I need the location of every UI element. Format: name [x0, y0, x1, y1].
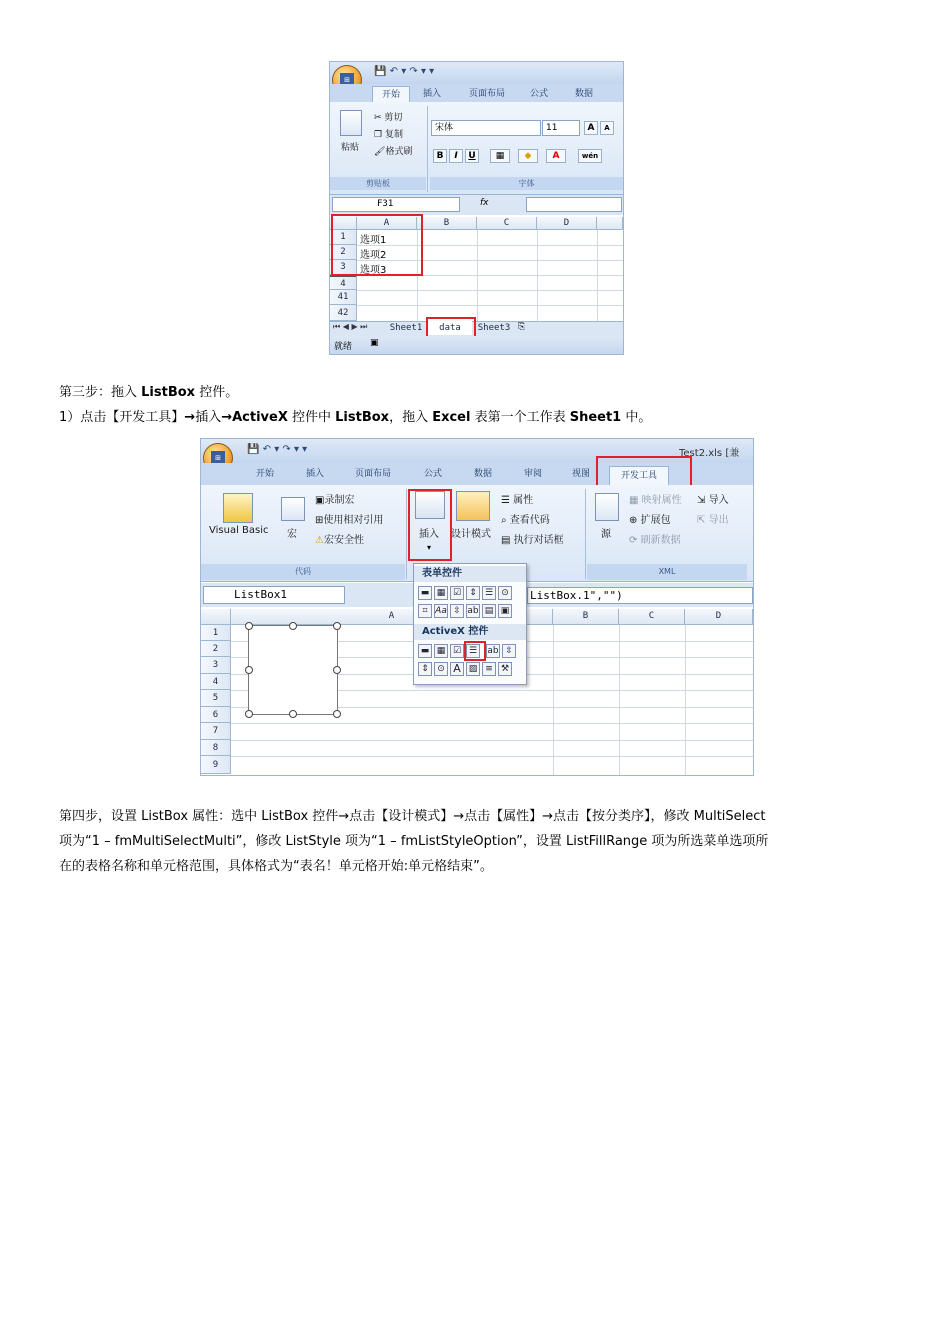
tab-data[interactable]: 数据	[574, 89, 593, 99]
window-title: Test2.xls [兼	[679, 448, 740, 459]
expansion-packs-button[interactable]	[629, 511, 671, 526]
step3-text-d: 控件中	[287, 410, 336, 425]
resize-handle[interactable]	[245, 710, 253, 718]
row-header[interactable]: 41	[330, 290, 357, 305]
sheet-tab-data[interactable]: data	[428, 321, 472, 335]
row-header[interactable]: 3	[201, 657, 231, 674]
macros-icon[interactable]	[281, 497, 305, 521]
gridline	[357, 305, 623, 306]
font-group-label: 字体	[430, 177, 623, 190]
step3-instruction	[59, 405, 651, 431]
step4-line3: 在的表格名称和单元格范围，具体格式为“表名！单元格开始:单元格结束”。	[59, 859, 493, 874]
form-button-icon[interactable]: ▬	[418, 586, 432, 600]
paste-icon[interactable]	[340, 110, 362, 136]
row-header[interactable]: 9	[201, 756, 231, 774]
relative-ref-label: 使用相对引用	[323, 515, 384, 526]
properties-label: 属性	[513, 495, 534, 506]
step3-heading-post: 控件。	[195, 385, 239, 400]
step3-text-j: 中。	[621, 410, 652, 425]
expansion-label: 扩展包	[640, 515, 671, 526]
design-mode-label[interactable]: 设计模式	[451, 529, 491, 540]
visual-basic-icon[interactable]	[223, 493, 253, 523]
resize-handle[interactable]	[289, 622, 297, 630]
step3-text-h: 表第一个工作表	[470, 410, 570, 425]
import-label: 导入	[708, 495, 729, 506]
map-properties-button[interactable]	[629, 491, 682, 506]
row-header[interactable]: 3	[330, 260, 357, 275]
step3-text-i: Sheet1	[569, 410, 622, 425]
cell-a3[interactable]: 选项3	[360, 265, 387, 276]
resize-handle[interactable]	[245, 622, 253, 630]
activex-combo-icon[interactable]: ▦	[434, 644, 448, 658]
row-header[interactable]: 4	[330, 275, 357, 290]
underline-button[interactable]: U	[465, 149, 479, 163]
form-groupbox-icon[interactable]: ⌗	[418, 604, 432, 618]
macro-security-label: 宏安全性	[323, 535, 364, 546]
arrow-icon: →	[221, 410, 233, 425]
gridline	[231, 756, 753, 757]
visual-basic-label[interactable]: Visual Basic	[209, 525, 269, 536]
tab-home[interactable]: 开始	[255, 469, 274, 479]
formula-text: ListBox.1","")	[530, 589, 623, 602]
step3-text-g: Excel	[432, 410, 471, 425]
name-box[interactable]: F31	[332, 197, 460, 212]
warning-icon: ⚠	[315, 535, 324, 546]
form-textfield-icon[interactable]: ab	[467, 606, 479, 616]
row-header[interactable]: 4	[201, 674, 231, 690]
quick-access-toolbar[interactable]: 💾 ↶ ▾ ↷ ▾ ▾	[374, 66, 435, 77]
row-header[interactable]: 1	[330, 230, 357, 245]
view-code-icon: ⌕	[501, 515, 507, 526]
row-header[interactable]: 8	[201, 740, 231, 756]
step4-line1: 第四步，设置 ListBox 属性：选中 ListBox 控件→点击【设计模式】→点击【属性】→点击【按分类序】，修改 MultiSelect	[59, 809, 766, 824]
brush-icon: 🖌	[374, 147, 386, 157]
code-group-label: 代码	[201, 564, 405, 580]
gridline	[231, 723, 753, 724]
form-checkbox-icon[interactable]: ☑	[450, 586, 464, 600]
step3-text-a: 1）点击【开发工具】	[59, 410, 185, 425]
fill-bucket-icon: ◆	[524, 151, 532, 161]
properties-button[interactable]	[501, 491, 533, 506]
select-all-corner[interactable]	[201, 609, 231, 625]
cut-button[interactable]	[374, 110, 402, 123]
activex-option-icon[interactable]: ⊙	[434, 662, 448, 676]
activex-spin-icon[interactable]: ⇕	[418, 662, 432, 676]
tab-insert[interactable]: 插入	[422, 89, 441, 99]
highlight-box-column-a	[331, 214, 423, 276]
office-logo-icon: ⊞	[340, 73, 354, 87]
quick-access-toolbar[interactable]: 💾 ↶ ▾ ↷ ▾ ▾	[247, 444, 308, 455]
gridline	[619, 625, 620, 775]
group-separator	[427, 106, 428, 192]
step3-heading-pre: 第三步：拖入	[59, 385, 142, 400]
column-header[interactable]: C	[477, 217, 537, 230]
tab-page-layout[interactable]: 页面布局	[468, 89, 505, 99]
view-code-button[interactable]	[501, 511, 550, 526]
expansion-icon: ⊕	[629, 515, 638, 526]
sheet-tab-sheet1[interactable]: Sheet1	[389, 323, 423, 333]
excel-screenshot-data-sheet	[329, 61, 624, 355]
sheet-nav-arrows-icon[interactable]: ⏮ ◀ ▶ ⏭	[333, 322, 368, 331]
macro-security-button[interactable]	[315, 531, 364, 546]
activex-textbox-icon[interactable]: ab	[487, 646, 499, 656]
record-macro-button[interactable]	[315, 491, 354, 506]
run-dialog-icon: ▤	[501, 535, 511, 546]
relative-ref-button[interactable]	[315, 511, 383, 526]
column-header[interactable]: B	[417, 217, 477, 230]
refresh-label: 刷新数据	[640, 535, 681, 546]
font-name-box[interactable]: 宋体	[431, 120, 541, 136]
sheet-tab-sheet3[interactable]: Sheet3	[477, 323, 511, 333]
step4-line2: 项为“1 – fmMultiSelectMulti”，修改 ListStyle 项为“1 – fmListStyleOption”，设置 ListFillRange 项为所选菜单选项所	[59, 834, 769, 849]
form-combo-icon[interactable]: ▦	[434, 586, 448, 600]
row-header[interactable]: 42	[330, 305, 357, 321]
import-icon: ⇲	[697, 495, 706, 506]
activex-more-controls-icon[interactable]: ⚒	[498, 662, 512, 676]
copy-label: 复制	[384, 130, 403, 140]
italic-button[interactable]: I	[449, 149, 463, 163]
tab-formulas[interactable]: 公式	[423, 469, 442, 479]
resize-handle[interactable]	[333, 710, 341, 718]
form-dropdown-icon[interactable]: ▣	[498, 604, 512, 618]
formula-input[interactable]	[526, 197, 622, 212]
group-separator	[406, 489, 407, 579]
row-header[interactable]: 7	[201, 723, 231, 740]
listbox-control[interactable]	[248, 625, 338, 715]
import-button[interactable]	[697, 491, 729, 506]
export-button[interactable]	[697, 511, 729, 526]
form-option-icon[interactable]: ⊙	[498, 586, 512, 600]
excel-screenshot-developer-tab	[200, 438, 754, 776]
insert-sheet-icon[interactable]: ⎘	[518, 322, 526, 332]
run-dialog-label: 执行对话框	[513, 535, 564, 546]
resize-handle[interactable]	[333, 622, 341, 630]
copy-icon: ❐	[374, 130, 383, 140]
activex-label-icon[interactable]: A	[450, 662, 464, 676]
step3-heading	[59, 380, 238, 406]
cell-a1[interactable]: 选项1	[360, 235, 387, 246]
highlight-box-data-tab	[426, 317, 476, 338]
clipboard-group-label: 剪贴板	[330, 177, 426, 190]
activex-toggle-icon[interactable]: ≡	[482, 662, 496, 676]
font-size-box[interactable]: 11	[542, 120, 580, 136]
column-header[interactable]: B	[553, 609, 619, 625]
form-label-icon[interactable]: Aa	[435, 606, 447, 616]
column-header[interactable]: C	[619, 609, 685, 625]
row-header[interactable]: 6	[201, 707, 231, 723]
gridline	[685, 625, 686, 775]
activex-scrollbar-icon[interactable]: ⇳	[502, 644, 516, 658]
activex-listbox-icon[interactable]: ☰	[466, 644, 480, 658]
step3-text-b: 插入	[195, 410, 222, 425]
shrink-font-button[interactable]: A	[600, 121, 614, 135]
form-controls-heading: 表单控件	[414, 566, 526, 582]
name-box[interactable]: ListBox1	[203, 586, 345, 604]
tab-page-layout[interactable]: 页面布局	[354, 469, 391, 479]
activex-controls-heading: ActiveX 控件	[414, 624, 526, 640]
tab-data[interactable]: 数据	[473, 469, 492, 479]
form-scrollbar-icon[interactable]: ⇳	[450, 604, 464, 618]
refresh-data-button[interactable]	[629, 531, 681, 546]
resize-handle[interactable]	[333, 666, 341, 674]
step3-text-c: ActiveX	[232, 410, 288, 425]
macros-label[interactable]: 宏	[287, 529, 297, 540]
cut-label: 剪切	[384, 113, 403, 123]
step3-text-f: ，拖入	[389, 410, 433, 425]
arrow-icon: →	[184, 410, 196, 425]
copy-button[interactable]	[374, 127, 403, 140]
border-icon: ▦	[495, 151, 505, 161]
cell-a2[interactable]: 选项2	[360, 250, 387, 261]
phonetic-button[interactable]: wén	[578, 149, 602, 163]
row-header[interactable]: 2	[201, 641, 231, 657]
gridline	[231, 740, 753, 741]
ribbon-tabs	[330, 84, 623, 102]
format-painter-label: 格式刷	[385, 147, 413, 157]
group-separator	[585, 489, 586, 579]
tab-formulas[interactable]: 公式	[529, 89, 548, 99]
xml-source-icon[interactable]	[595, 493, 619, 521]
row-header[interactable]: 5	[201, 690, 231, 707]
highlight-box-listbox	[464, 641, 486, 661]
office-logo-icon: ⊞	[211, 451, 225, 465]
column-header-partial[interactable]	[597, 217, 623, 230]
row-header[interactable]: 2	[330, 245, 357, 260]
run-dialog-button[interactable]	[501, 531, 564, 546]
scissors-icon: ✂	[374, 113, 382, 123]
xml-source-label[interactable]: 源	[601, 529, 611, 540]
export-label: 导出	[708, 515, 729, 526]
tab-developer[interactable]: 开发工具	[609, 466, 669, 485]
format-painter-button[interactable]	[374, 144, 412, 157]
record-icon: ▣	[315, 495, 325, 506]
step3-text-e: ListBox	[335, 410, 390, 425]
chevron-down-icon: ▾	[427, 543, 432, 552]
activex-button-icon[interactable]: ▬	[418, 644, 432, 658]
tab-view[interactable]: 视图	[571, 469, 590, 479]
form-combolist-icon[interactable]: ▤	[482, 604, 496, 618]
column-header[interactable]: D	[537, 217, 597, 230]
fx-icon[interactable]: fx	[480, 198, 489, 208]
resize-handle[interactable]	[245, 666, 253, 674]
insert-controls-dropdown	[413, 563, 527, 685]
properties-icon: ☰	[501, 495, 510, 506]
highlight-box-insert	[408, 489, 452, 561]
resize-handle[interactable]	[289, 710, 297, 718]
gridline	[357, 290, 623, 291]
bold-button[interactable]: B	[433, 149, 447, 163]
xml-group-label: XML	[587, 564, 747, 580]
status-text: 就绪	[334, 342, 353, 352]
map-icon: ▦	[629, 495, 639, 506]
tab-insert[interactable]: 插入	[305, 469, 324, 479]
column-header[interactable]: A	[357, 217, 417, 230]
column-header[interactable]: D	[685, 609, 753, 625]
column-header[interactable]: A	[231, 609, 553, 625]
ribbon-home	[330, 102, 623, 195]
fill-color-button[interactable]	[518, 149, 538, 163]
activex-image-icon[interactable]: ▨	[466, 662, 480, 676]
record-macro-label: 录制宏	[324, 495, 355, 506]
view-code-label: 查看代码	[509, 515, 550, 526]
map-properties-label: 映射属性	[641, 495, 682, 506]
step3-heading-bold: ListBox	[141, 385, 196, 400]
gridline	[553, 625, 554, 775]
tab-home[interactable]: 开始	[372, 86, 410, 103]
tab-review[interactable]: 审阅	[523, 469, 542, 479]
insert-controls-label[interactable]: 插入	[419, 529, 439, 540]
relative-ref-icon: ⊞	[315, 515, 324, 526]
row-header[interactable]: 1	[201, 625, 231, 641]
font-color-button[interactable]: A	[546, 149, 566, 163]
border-button[interactable]	[490, 149, 510, 163]
formula-input[interactable]	[527, 587, 753, 604]
refresh-icon: ⟳	[629, 535, 638, 546]
macro-record-icon[interactable]: ▣	[370, 338, 379, 348]
form-listbox-icon[interactable]: ☰	[482, 586, 496, 600]
grow-font-button[interactable]: A	[584, 121, 598, 135]
paste-label[interactable]: 粘贴	[341, 143, 360, 153]
export-icon: ⇱	[697, 515, 706, 526]
activex-checkbox-icon[interactable]: ☑	[450, 644, 464, 658]
form-spin-icon[interactable]: ⇕	[466, 586, 480, 600]
design-mode-icon[interactable]	[456, 491, 490, 521]
